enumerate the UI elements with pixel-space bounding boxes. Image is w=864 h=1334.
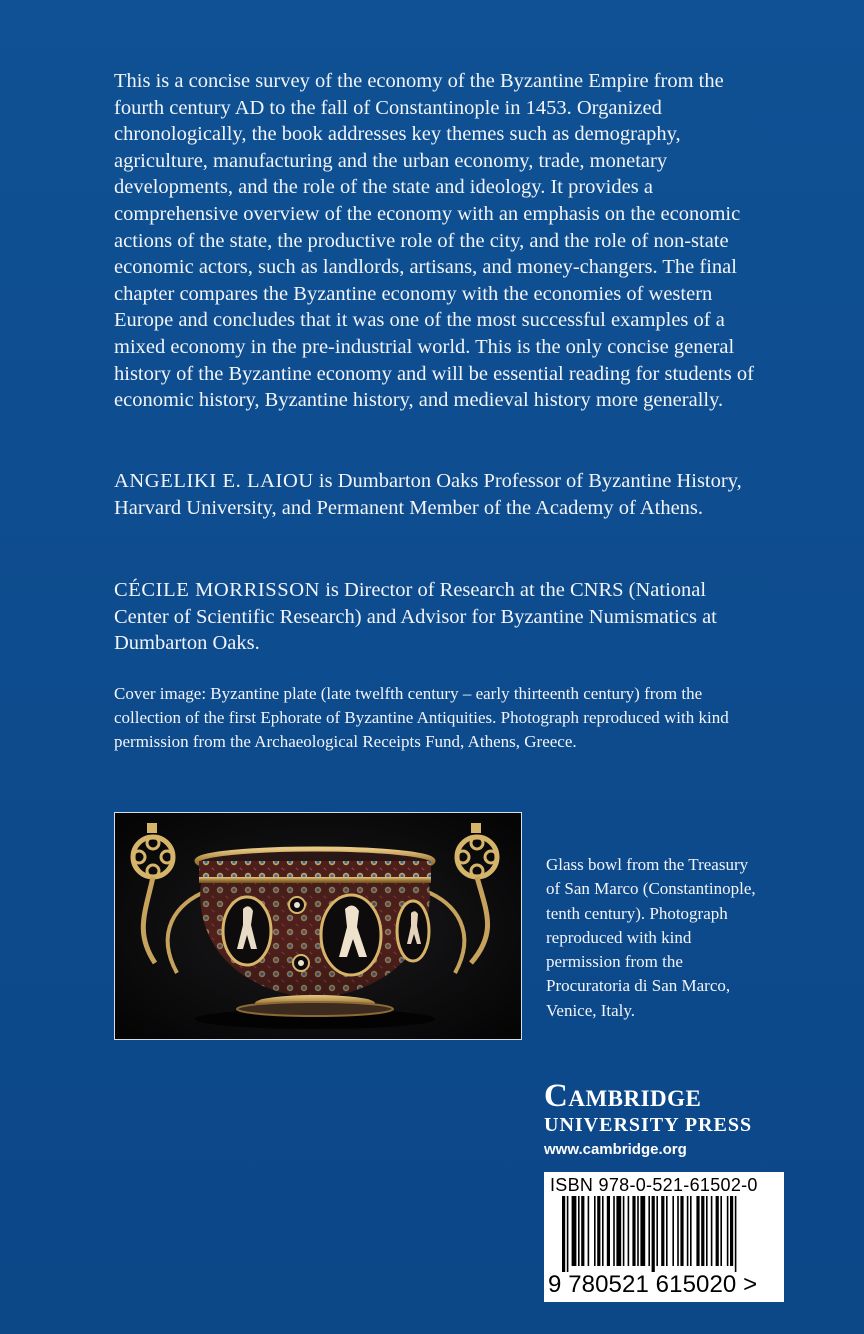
barcode-bar <box>594 1196 596 1266</box>
barcode-bar <box>690 1196 692 1266</box>
barcode-bar <box>607 1196 610 1266</box>
barcode-bar <box>730 1196 733 1266</box>
publisher-name: Cambridge <box>544 1078 702 1114</box>
photo-caption: Glass bowl from the Treasury of San Marco (Constantinople, tenth century). Photograph reproduced with kind permission from the Procuratoria di San Marco, Venice, Italy. <box>546 855 756 1020</box>
glass-bowl-photo <box>114 812 522 1040</box>
barcode-bar <box>716 1196 719 1266</box>
author-bio-text-laiou: is Dumbarton Oaks Professor of Byzantine History, Harvard University, and Permanent Member of the Academy of Athens. <box>114 470 742 519</box>
barcode-bar <box>672 1196 674 1266</box>
barcode-bar <box>562 1196 565 1272</box>
barcode-bar <box>623 1196 625 1266</box>
barcode-bar <box>706 1196 708 1266</box>
barcode-bar <box>637 1196 639 1266</box>
publisher-logo <box>544 1078 784 1161</box>
book-blurb: This is a concise survey of the economy of the Byzantine Empire from the fourth century AD to the fall of Constantinople in 1453. Organized chronologically, the book addresses key themes such as demography, agriculture, manufacturing and the urban economy, trade, monetary developments, and the role of the state and ideology. It provides a comprehensive overview of the economy with an emphasis on the economic actions of the state, the productive role of the city, and the role of non-state economic actors, such as landlords, artisans, and money-changers. The final chapter compares the Byzantine economy with the economies of western Europe and concludes that it was one of the most successful examples of a mixed economy in the pre-industrial world. This is the only concise general history of the Byzantine economy and will be essential reading for students of economic history, Byzantine history, and medieval history more generally. <box>114 70 754 412</box>
barcode-bar <box>652 1196 655 1272</box>
barcode-bars <box>544 1196 784 1272</box>
barcode-bar <box>711 1196 713 1266</box>
author-name-laiou: ANGELIKI E. LAIOU <box>114 470 314 492</box>
barcode-bar <box>640 1196 645 1266</box>
barcode-bar <box>661 1196 664 1266</box>
barcode-bar <box>735 1196 737 1272</box>
barcode-bar <box>701 1196 704 1266</box>
publisher-press: UNIVERSITY PRESS <box>544 1114 753 1136</box>
author-bio-text-morrisson: is Director of Research at the CNRS (National Center of Scientific Research) and Advisor for Byzantine Numismatics at Dumbarton Oaks. <box>114 579 717 655</box>
barcode-bar <box>656 1196 658 1266</box>
barcode-bar <box>696 1196 699 1266</box>
isbn-barcode <box>544 1172 784 1302</box>
barcode-digits: 9 780521 615020 > <box>548 1271 758 1298</box>
barcode-bar <box>588 1196 590 1266</box>
barcode-bar <box>602 1196 604 1266</box>
barcode-bar <box>613 1196 615 1266</box>
barcode-bar <box>677 1196 679 1266</box>
publisher-url: www.cambridge.org <box>544 1141 687 1158</box>
barcode-bar <box>572 1196 577 1266</box>
barcode-bar <box>578 1196 580 1266</box>
barcode-bar <box>720 1196 722 1266</box>
barcode-bar <box>632 1196 635 1266</box>
barcode-bar <box>567 1196 569 1272</box>
barcode-bar <box>597 1196 600 1266</box>
barcode-bar <box>666 1196 668 1266</box>
barcode-bar <box>628 1196 630 1266</box>
author-bio-morrisson <box>114 577 754 657</box>
barcode-bar <box>581 1196 584 1266</box>
barcode-bar <box>687 1196 689 1266</box>
author-name-morrisson: CÉCILE MORRISSON <box>114 579 321 601</box>
author-bio-laiou <box>114 468 754 521</box>
barcode-bar <box>680 1196 683 1266</box>
glass-bowl-illustration <box>115 813 522 1040</box>
barcode-bar <box>648 1196 650 1266</box>
barcode-bar <box>616 1196 621 1266</box>
cover-image-credit: Cover image: Byzantine plate (late twelfth century – early thirteenth century) from the collection of the first Ephorate of Byzantine Antiquities. Photograph reproduced with kind permission from the Archaeological Receipts Fund, Athens, Greece. <box>114 684 729 752</box>
barcode-bar <box>727 1196 729 1266</box>
isbn-label: ISBN 978-0-521-61502-0 <box>550 1175 758 1195</box>
